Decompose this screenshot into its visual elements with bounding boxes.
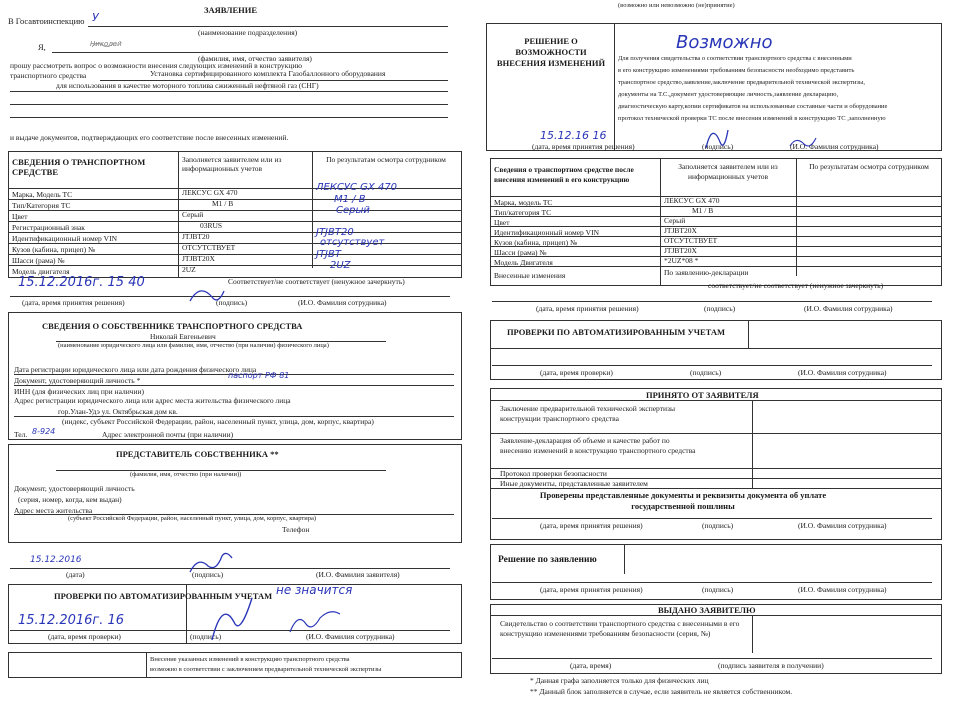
left-signatures [0, 0, 470, 702]
check-date-hand: 15.12.2016г. 16 [18, 613, 125, 628]
to-handwriting: У [92, 11, 99, 24]
owner-name: Николай Евгеньевич [150, 332, 216, 341]
row-value: JTJBT20X [182, 254, 215, 263]
owner-address-caption: (индекс, субъект Российской Федерации, район, населенный пункт, улица, дом, корпус, квартира) [62, 417, 374, 426]
right-check-head: ПРОВЕРКИ ПО АВТОМАТИЗИРОВАННЫМ УЧЕТАМ [506, 327, 726, 337]
right-check-name-caption: (И.О. Фамилия сотрудника) [798, 368, 887, 377]
rep-date-hand: 15.12.2016 [30, 555, 82, 565]
owner-inn: ИНН (для физических лиц при наличии) [14, 387, 145, 396]
decision-line: диагностическую карту,копии сертификатов на использованные составные части и оборудование [618, 103, 888, 110]
rep-phone: Телефон [282, 525, 310, 534]
row-value: 03RUS [200, 221, 223, 230]
verified: Проверены представленные документы и реквизиты документа об уплате государственной пошлины [539, 490, 827, 511]
right-conformity: соответствует/не соответствует (ненужное зачеркнуть) [708, 281, 884, 290]
row-hand: ЛЕКСУС GX 470 [316, 182, 398, 193]
accepted-row: Заявление-декларация об объеме и качестве работ по внесению изменений в конструкцию транспортного средства [500, 436, 696, 455]
right-col-inspection: По результатам осмотра сотрудником [809, 162, 929, 171]
row-value: По заявлению-декларации [664, 268, 749, 277]
row-value: JTJBT20 [182, 232, 210, 241]
applicant-name-hand: Николай [90, 40, 122, 48]
row-label: Регистрационный знак [12, 223, 85, 232]
decision-line: в его конструкцию изменениями требованиям безопасности необходимо представить [618, 67, 855, 74]
rep-address-caption: (субъект Российской Федерации, район, населенный пункт, улица, дом, корпус, квартира) [68, 515, 317, 522]
rep-head: ПРЕДСТАВИТЕЛЬ СОБСТВЕННИКА ** [116, 449, 279, 459]
owner-phone-label: Тел. [14, 430, 28, 439]
check-date-caption: (дата, время проверки) [48, 632, 121, 641]
row-value: Серый [664, 216, 686, 225]
row-label: Шасси (рама) № [12, 256, 65, 265]
row-value: JTJBT20X [664, 246, 697, 255]
rep-doc: Документ, удостоверяющий личность [14, 484, 135, 493]
row-label: Тип/категория ТС [494, 208, 552, 217]
owner-address-value: гор.Улан-Удэ ул. Октябрьская дом кв. [58, 407, 178, 416]
rep-doc-caption: (серия, номер, когда, кем выдан) [18, 495, 122, 504]
check-name-caption: (И.О. Фамилия сотрудника) [306, 632, 395, 641]
row-hand: М1 / В [334, 194, 366, 205]
row-label: Марка, модель ТС [494, 198, 553, 207]
request-line3: для использования в качестве моторного топлива сжиженный нефтяной газ (СНГ) [56, 81, 319, 90]
name-caption: (фамилия, имя, отчество заявителя) [198, 54, 312, 63]
col-applicant: Заполняется заявителем или из информационных учетов [182, 155, 282, 174]
res-date-caption: (дата, время принятия решения) [540, 585, 643, 594]
check-sign-caption: (подпись) [190, 632, 222, 641]
sig-name-caption: (И.О. Фамилия сотрудника) [298, 298, 387, 307]
row-label: Шасси (рама) № [494, 248, 547, 257]
ver-name-caption: (И.О. Фамилия сотрудника) [798, 521, 887, 530]
row-hand: JTJBT [316, 249, 341, 260]
decision-sign-caption: (подпись) [702, 142, 734, 151]
row-label: Тип/Категория ТС [12, 201, 71, 210]
accepted-head: ПРИНЯТО ОТ ЗАЯВИТЕЛЯ [646, 390, 759, 400]
decision-date-hand: 15.12.16 16 [540, 129, 607, 142]
row-label: Модель Двигателя [494, 258, 553, 267]
owner-address: Адрес регистрации юридического лица или адрес места жительства физического лица [14, 396, 291, 405]
dept-caption: (наименование подразделения) [198, 28, 298, 37]
rep-sign-caption: (подпись) [192, 570, 224, 579]
row-value: Серый [182, 210, 204, 219]
right-vehicle-head: Сведения о транспортном средстве после внесения изменений в его конструкцию [494, 165, 634, 184]
resolution-head: Решение по заявлению [498, 555, 597, 565]
issued-sign-caption: (подпись заявителя в получении) [718, 661, 824, 670]
col-inspection: По результатам осмотра сотрудником [326, 155, 446, 164]
row-label: Модель двигателя [12, 267, 70, 276]
owner-head: СВЕДЕНИЯ О СОБСТВЕННИКЕ ТРАНСПОРТНОГО СРЕДСТВА [42, 321, 303, 331]
check-hand: не значится [276, 583, 353, 597]
footnote-1: * Данная графа заполняется только для физических лиц [530, 676, 709, 685]
footnote-2: ** Данный блок заполняется в случае, если заявитель не является собственником. [530, 687, 793, 696]
accepted-row: Иные документы, представленные заявителем [500, 479, 648, 488]
issued-head: ВЫДАНО ЗАЯВИТЕЛЮ [658, 605, 756, 615]
rep-address: Адрес места жительства [14, 506, 93, 515]
rep-date-caption: (дата) [66, 570, 85, 579]
owner-email: Адрес электронной почты (при наличии) [102, 430, 234, 439]
row-value: ОТСУТСТВУЕТ [182, 243, 236, 252]
res-name-caption: (И.О. Фамилия сотрудника) [798, 585, 887, 594]
res-sign-caption: (подпись) [702, 585, 734, 594]
row-value: М1 / В [692, 206, 714, 215]
row-label: Марка, Модель ТС [12, 190, 73, 199]
issued-date-caption: (дата, время) [570, 661, 612, 670]
ver-sign-caption: (подпись) [702, 521, 734, 530]
decision-name-caption: (И.О. Фамилия сотрудника) [790, 142, 879, 151]
owner-doc: Документ, удостоверяющий личность * [14, 376, 141, 385]
owner-doc-hand: паспорт РФ 81 [228, 371, 290, 380]
accepted-row: Заключение предварительной технической экспертизы конструкции транспортного средства [500, 404, 675, 423]
request-line2: Установка сертифицированного комплекта Газобаллонного оборудования [150, 69, 386, 78]
sig-date-caption: (дата, время принятия решения) [22, 298, 125, 307]
decision-line: Для получения свидетельства о соответствии транспортного средства с внесенными [618, 55, 852, 62]
issued-text: Свидетельство о соответствии транспортного средства с внесенными в его конструкцию изменениями требованиям безопасности (серия, №) [500, 619, 740, 639]
vehicle-head: СВЕДЕНИЯ О ТРАНСПОРТНОМ СРЕДСТВЕ [12, 157, 146, 177]
sig1-name-caption: (И.О. Фамилия сотрудника) [804, 304, 893, 313]
rep-name-sig-caption: (И.О. Фамилия заявителя) [316, 570, 400, 579]
row-value: ЛЕКСУС GX 470 [182, 188, 238, 197]
row-hand: Серый [336, 205, 370, 216]
row-hand: 2UZ [330, 260, 351, 271]
form-title: ЗАЯВЛЕНИЕ [204, 5, 258, 15]
request-line1: прошу рассмотреть вопрос о возможности внесения следующих изменений в конструкцию [10, 61, 302, 70]
row-value: ОТСУТСТВУЕТ [664, 236, 718, 245]
row-value: *2UZ*08 * [664, 256, 699, 265]
owner-phone-hand: 8-924 [32, 427, 56, 436]
rep-name-caption: (фамилия, имя, отчество (при наличии)) [130, 471, 242, 478]
ver-date-caption: (дата, время принятия решения) [540, 521, 643, 530]
decision-line: документы на Т.С.,документ удостоверяющие личность,заявление декларацию, [618, 91, 839, 98]
decision-line: транспортное средство,заявление,заключение предварительной технической экспертизы, [618, 79, 865, 86]
row-label: Цвет [12, 212, 28, 221]
decision-line: протокол технической проверки ТС после внесения изменений в конструкцию ТС ,заполненную [618, 115, 886, 122]
row-hand: JTJBT20 [316, 227, 354, 238]
top-caption: (возможно или невозможно (не)принятие) [618, 2, 735, 9]
row-label: Идентификационный номер VIN [494, 228, 599, 237]
row-value: JTJBT20X [664, 226, 697, 235]
conformity: Соответствует/не соответствует (ненужное зачеркнуть) [228, 277, 405, 286]
sig1-sign-caption: (подпись) [704, 304, 736, 313]
row-label: Кузов (кабина, прицеп) № [494, 238, 578, 247]
bottom-line2: возможно в соответствии с заключением предварительной технической экспертизы [150, 666, 382, 673]
bottom-line1: Внесение указанных изменений в конструкцию транспортного средства [150, 656, 350, 663]
row-label: Цвет [494, 218, 510, 227]
issue-line: и выдаче документов, подтверждающих его соответствие после внесенных изменений. [10, 133, 289, 142]
decision-head: РЕШЕНИЕ О ВОЗМОЖНОСТИ ВНЕСЕНИЯ ИЗМЕНЕНИЙ [496, 36, 606, 69]
decision-hand: Возможно [676, 32, 773, 53]
row-value: ЛЕКСУС GX 470 [664, 196, 720, 205]
row-label: Внесенные изменения [494, 271, 566, 280]
decision-date-hand: 15.12.2016г. 15 40 [18, 275, 145, 290]
i-label: Я, [38, 42, 46, 52]
right-col-applicant: Заполняется заявителем или из информационных учетов [678, 162, 778, 181]
decision-date-caption: (дата, время принятия решения) [532, 142, 635, 151]
accepted-row: Протокол проверки безопасности [500, 469, 607, 478]
row-label: Кузов (кабина, прицеп) № [12, 245, 96, 254]
sig-sign-caption: (подпись) [216, 298, 248, 307]
sig1-date-caption: (дата, время принятия решения) [536, 304, 639, 313]
right-check-sign-caption: (подпись) [690, 368, 722, 377]
request-line2-label: транспортного средства [10, 71, 87, 80]
row-value: 2UZ [182, 265, 196, 274]
row-label: Идентификационный номер VIN [12, 234, 117, 243]
row-value: М1 / В [212, 199, 234, 208]
owner-name-caption: (наименование юридического лица или фамилия, имя, отчество (при наличии) физического лица) [58, 342, 329, 349]
row-hand: отсутствует [320, 237, 385, 248]
right-signatures [470, 0, 960, 702]
owner-reg-date: Дата регистрации юридического лица или дата рождения физического лица [14, 365, 257, 374]
check-head: ПРОВЕРКИ ПО АВТОМАТИЗИРОВАННЫМ УЧЕТАМ [54, 591, 273, 601]
to-label: В Госавтоинспекцию [8, 16, 85, 26]
right-check-date-caption: (дата, время проверки) [540, 368, 613, 377]
